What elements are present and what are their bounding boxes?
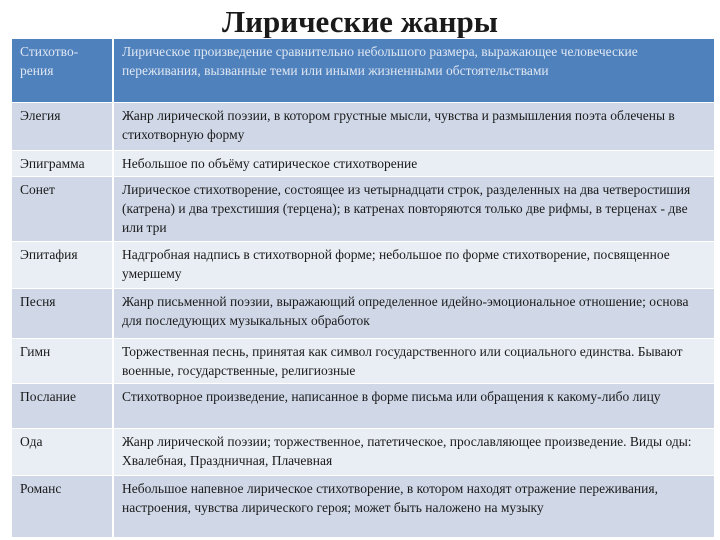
genre-definition: Лирическое стихотворение, состоящее из четырнадцати строк, разделенных на два четверостишия (катрена) и два трехстишия (терцена); в катренах повторяются только две рифмы, в терценах - две или три [113, 177, 714, 242]
genre-term: Песня [12, 289, 113, 339]
genre-definition: Жанр письменной поэзии, выражающий определенное идейно-эмоциональное отношение; основа для последующих музыкальных обработок [113, 289, 714, 339]
genres-table [12, 38, 714, 538]
genre-definition: Стихотворное произведение, написанное в форме письма или обращения к какому-либо лицу [113, 384, 714, 429]
genre-definition: Жанр лирической поэзии; торжественное, патетическое, прославляющее произведение. Виды оды: Хвалебная, Праздничная, Плачевная [113, 429, 714, 476]
genre-term: Элегия [12, 103, 113, 151]
table-row [12, 476, 714, 538]
table-header-row [12, 39, 714, 103]
header-definition: Лирическое произведение сравнительно небольшого размера, выражающее человеческие переживания, вызванные теми или иными жизненными обстоятельствами [113, 39, 714, 103]
genre-term: Романс [12, 476, 113, 538]
genre-definition: Небольшое по объёму сатирическое стихотворение [113, 151, 714, 177]
genre-term: Эпиграмма [12, 151, 113, 177]
table-row [12, 242, 714, 289]
genre-term: Ода [12, 429, 113, 476]
genre-definition: Жанр лирической поэзии, в котором грустные мысли, чувства и размышления поэта облечены в стихотворную форму [113, 103, 714, 151]
genre-definition: Торжественная песнь, принятая как символ государственного или социального единства. Бывают военные, государственные, религиозные [113, 339, 714, 384]
table-row [12, 384, 714, 429]
table-row [12, 339, 714, 384]
table-row [12, 103, 714, 151]
genre-term: Гимн [12, 339, 113, 384]
genre-definition: Надгробная надпись в стихотворной форме; небольшое по форме стихотворение, посвященное умершему [113, 242, 714, 289]
header-term: Стихотво-рения [12, 39, 113, 103]
table-row [12, 289, 714, 339]
genre-term: Эпитафия [12, 242, 113, 289]
genre-term: Послание [12, 384, 113, 429]
table-row [12, 429, 714, 476]
genre-term: Сонет [12, 177, 113, 242]
page-title: Лирические жанры [222, 4, 498, 39]
genre-definition: Небольшое напевное лирическое стихотворение, в котором находят отражение переживания, настроения, чувства лирического героя; может быть наложено на музыку [113, 476, 714, 538]
table-row [12, 151, 714, 177]
table-row [12, 177, 714, 242]
